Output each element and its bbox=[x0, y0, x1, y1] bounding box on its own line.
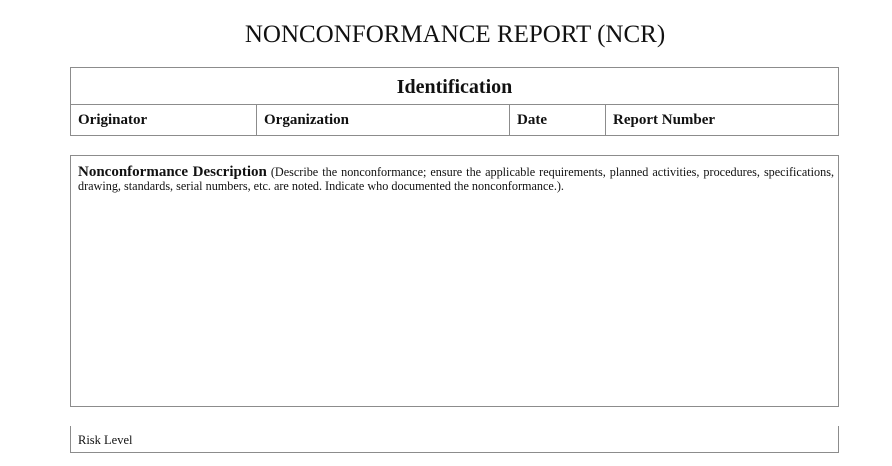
identification-table bbox=[70, 67, 839, 136]
risk-level-field[interactable] bbox=[70, 426, 839, 453]
report-number-label: Report Number bbox=[613, 112, 716, 128]
originator-label: Originator bbox=[78, 112, 148, 128]
originator-field[interactable] bbox=[71, 105, 256, 135]
nonconformance-description-field[interactable] bbox=[70, 155, 839, 407]
report-number-field[interactable] bbox=[605, 105, 838, 135]
risk-level-label: Risk Level bbox=[78, 433, 133, 447]
organization-label: Organization bbox=[264, 112, 349, 128]
date-field[interactable] bbox=[509, 105, 605, 135]
identification-header: Identification bbox=[71, 68, 838, 105]
organization-field[interactable] bbox=[256, 105, 509, 135]
page-title: NONCONFORMANCE REPORT (NCR) bbox=[244, 21, 666, 48]
date-label: Date bbox=[517, 112, 547, 128]
description-instructions: (Describe the nonconformance; ensure the applicable requirements, planned activities, procedures, specifications, drawing, standards, serial numbers, etc. are noted. Indicate who documented the nonconformance.). bbox=[78, 165, 834, 193]
identification-fields-row bbox=[71, 105, 838, 135]
description-text bbox=[78, 165, 834, 193]
description-label: Nonconformance Description bbox=[78, 164, 267, 180]
